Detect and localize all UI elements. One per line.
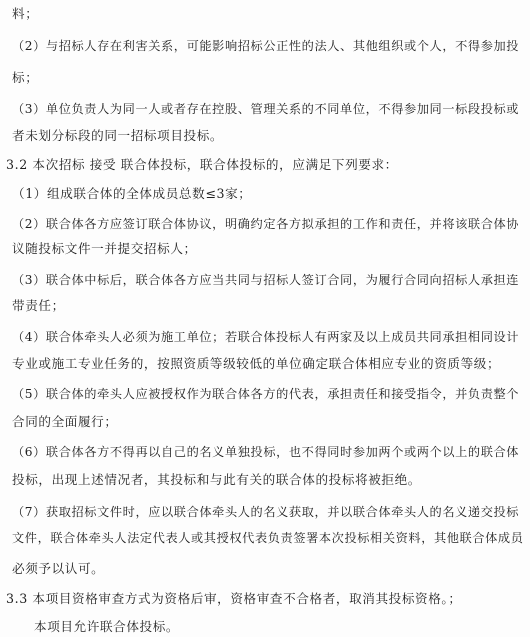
clause-3-line-2: 者未划分标段的同一招标项目投标。: [12, 128, 224, 143]
clause-2-line-1: （2）与招标人存在利害关系，可能影响招标公正性的法人、其他组织或个人，不得参加投: [12, 39, 520, 53]
joint-clause-5-line-1: （5）联合体的牵头人应被授权作为联合体各方的代表，承担责任和接受指令，并负责整个: [12, 387, 520, 401]
joint-clause-4-line-2: 专业或施工专业任务的，按照资质等级较低的单位确定联合体相应专业的资质等级；: [12, 356, 501, 371]
joint-clause-7-line-3: 必须予以认可。: [12, 561, 105, 576]
joint-clause-7-line-1: （7）获取招标文件时，应以联合体牵头人的名义获取，并以联合体牵头人的名义递交投标: [12, 505, 520, 519]
section-3-2-heading: 3.2 本次招标 接受 联合体投标，联合体投标的，应满足下列要求：: [6, 157, 398, 172]
joint-clause-3-line-1: （3）联合体中标后，联合体各方应当共同与招标人签订合同，为履行合同向招标人承担连: [12, 273, 520, 287]
joint-clause-6-line-1: （6）联合体各方不得再以自己的名义单独投标，也不得同时参加两个或两个以上的联合体: [12, 445, 520, 459]
joint-clause-2-line-1: （2）联合体各方应签订联合体协议，明确约定各方拟承担的工作和责任，并将该联合体协: [12, 217, 520, 231]
joint-clause-7-line-2: 文件，联合体牵头人法定代表人或其授权代表负责签署本次投标相关资料，其他联合体成员: [12, 531, 524, 545]
joint-clause-1: （1）组成联合体的全体成员总数≤3家；: [12, 186, 252, 201]
text-line: 料；: [12, 6, 39, 21]
joint-clause-2-line-2: 议随投标文件一并提交招标人；: [12, 241, 197, 256]
section-3-3-note: 本项目允许联合体投标。: [34, 619, 180, 634]
joint-clause-3-line-2: 带责任；: [12, 298, 65, 313]
section-3-3-heading: 3.3 本项目资格审查方式为资格后审，资格审查不合格者，取消其投标资格。；: [6, 591, 462, 606]
clause-3-line-1: （3）单位负责人为同一人或者存在控股、管理关系的不同单位，不得参加同一标段投标或: [12, 102, 520, 116]
joint-clause-6-line-2: 投标，出现上述情况者，其投标和与此有关的联合体的投标将被拒绝。: [12, 472, 422, 487]
clause-2-line-2: 标；: [12, 70, 39, 85]
joint-clause-5-line-2: 合同的全面履行；: [12, 414, 118, 429]
joint-clause-4-line-1: （4）联合体牵头人必须为施工单位；若联合体投标人有两家及以上成员共同承担相同设计: [12, 330, 520, 344]
